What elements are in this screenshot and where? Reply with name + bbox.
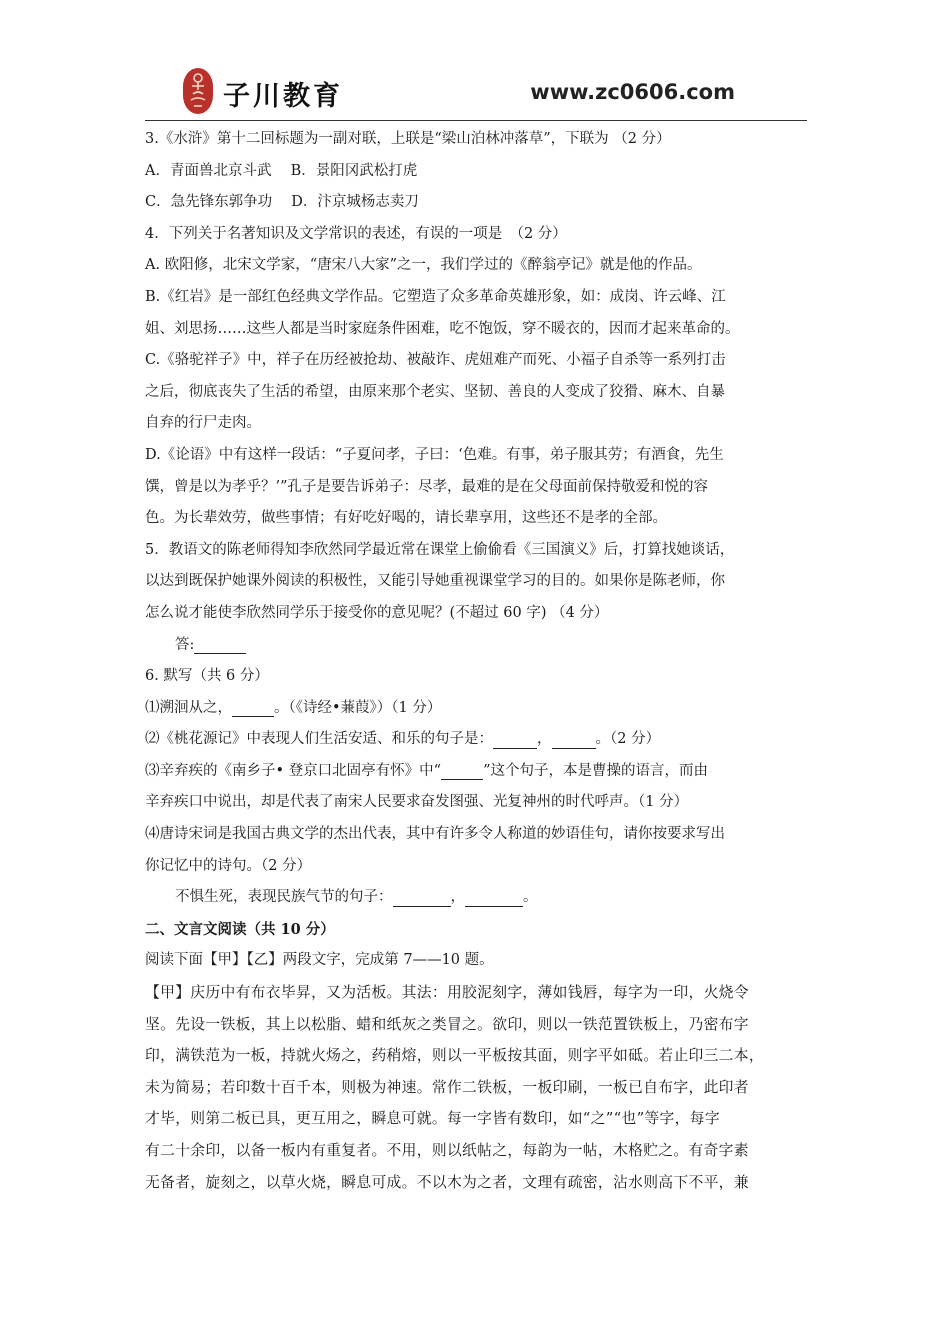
- comma: ，: [537, 731, 552, 748]
- fill-blank[interactable]: [493, 730, 537, 749]
- comma: ，: [450, 889, 465, 906]
- q6-item4-prompt-text: 不惧生死，表现民族气节的句子：: [175, 889, 393, 906]
- classical-text-line: 无备者，旋刻之，以草火烧，瞬息可成。不以木为之者，文理有疏密，沾水则高下不平，兼: [145, 1173, 749, 1191]
- classical-text-line: 有二十余印，以备一板内有重复者。不用，则以纸帖之，每韵为一帖，木格贮之。有奇字素: [145, 1142, 749, 1159]
- q6-item3-text: ⑶辛弃疾的《南乡子• 登京口北固亭有怀》中“: [145, 762, 442, 779]
- q4-option-a: A. 欧阳修，北宋文学家，“唐宋八大家”之一，我们学过的《醉翁亭记》就是他的作品。: [145, 257, 702, 274]
- fill-blank[interactable]: [393, 888, 451, 907]
- site-url[interactable]: www.zc0606.com: [530, 80, 735, 104]
- q4-option-c-line2: 之后，彻底丧失了生活的希望，由原来那个老实、坚韧、善良的人变成了狡猾、麻木、自暴: [145, 383, 725, 400]
- logo-seal-icon: [183, 68, 213, 114]
- q4-option-c-line3: 自弃的行尸走肉。: [145, 415, 261, 432]
- classical-text-line: 坚。先设一铁板，其上以松脂、蜡和纸灰之类冒之。欲印，则以一铁范置铁板上，乃密布字: [145, 1015, 749, 1033]
- q3-options-ab: A．青面兽北京斗武 B．景阳冈武松打虎: [145, 162, 418, 179]
- q6-item4-line2: 你记忆中的诗句。（2 分）: [145, 857, 312, 874]
- fill-blank[interactable]: [552, 730, 596, 749]
- page-header: [145, 62, 807, 121]
- q6-item1: [145, 693, 810, 725]
- q6-item1-text: ⑴溯洄从之，: [145, 699, 232, 716]
- q5-line3: 怎么说才能使李欣然同学乐于接受你的意见呢？(不超过 60 字) （4 分）: [145, 604, 609, 621]
- answer-blank[interactable]: [194, 635, 246, 654]
- classical-text-line: 未为简易；若印数十百千本，则极为神速。常作二铁板，一板印刷，一板已自布字，此印者: [145, 1078, 749, 1096]
- q5-answer-row: [145, 630, 810, 662]
- q4-option-b-line2: 姐、刘思扬……这些人都是当时家庭条件困难，吃不饱饭，穿不暖衣的，因而才起来革命的。: [145, 320, 740, 337]
- q4-option-c-line1: C.《骆驼祥子》中，祥子在历经被抢劫、被敲诈、虎妞难产而死、小福子自杀等一系列打击: [145, 352, 726, 369]
- fill-blank[interactable]: [232, 698, 274, 717]
- q6-item3-line1: [145, 756, 810, 788]
- fill-blank[interactable]: [441, 761, 483, 780]
- q6-title: 6. 默写（共 6 分）: [145, 668, 269, 685]
- q6-item4-prompt: [145, 882, 810, 914]
- q6-item2: [145, 724, 810, 756]
- q3-options-cd: C．急先锋东郭争功 D．汴京城杨志卖刀: [145, 194, 419, 211]
- q6-item2-score: 。（2 分）: [595, 731, 661, 748]
- q6-item2-text: ⑵《桃花源记》中表现人们生活安适、和乐的句子是：: [145, 731, 493, 748]
- q5-line2: 以达到既保护她课外阅读的积极性，又能引导她重视课堂学习的目的。如果你是陈老师，你: [145, 573, 725, 590]
- answer-label: 答:: [175, 636, 195, 653]
- q6-item4-line1: ⑷唐诗宋词是我国古典文学的杰出代表，其中有许多令人称道的妙语佳句，请你按要求写出: [145, 826, 725, 843]
- q6-item1-source: 。（《诗经•蒹葭》）（1 分）: [274, 699, 442, 716]
- q3-stem: 3.《水浒》第十二回标题为一副对联，上联是“梁山泊林冲落草”，下联为 （2 分）: [145, 131, 671, 147]
- classical-text-line: 【甲】庆历中有布衣毕昇，又为活板。其法：用胶泥刻字，薄如钱唇，每字为一印，火烧令: [145, 984, 749, 1002]
- section2-intro: 阅读下面【甲】【乙】两段文字，完成第 7——10 题。: [145, 952, 494, 969]
- classical-text-line: 印，满铁范为一板，持就火炀之，药稍熔，则以一平板按其面，则字平如砥。若止印三二本，: [145, 1047, 764, 1065]
- q5-line1: 5．教语文的陈老师得知李欣然同学最近常在课堂上偷偷看《三国演义》后，打算找她谈话，: [145, 541, 735, 558]
- section2-heading: 二、文言文阅读（共 10 分）: [145, 920, 335, 938]
- brand-name: 子川教育: [223, 81, 343, 112]
- q4-stem: 4．下列关于名著知识及文学常识的表述，有误的一项是 （2 分）: [145, 225, 567, 242]
- fill-blank[interactable]: [465, 888, 523, 907]
- q4-option-d-line1: D.《论语》中有这样一段话：“子夏问孝，子曰：‘色难。有事，弟子服其劳；有酒食，先生: [145, 446, 724, 463]
- q4-option-b-line1: B.《红岩》是一部红色经典文学作品。它塑造了众多革命英雄形象，如：成岗、许云峰、江: [145, 288, 726, 305]
- document-body: [145, 124, 810, 1198]
- q6-item3-line2: 辛弃疾口中说出，却是代表了南宋人民要求奋发图强、光复神州的时代呼声。（1 分）: [145, 794, 689, 811]
- q4-option-d-line3: 色。为长辈效劳，做些事情；有好吃好喝的，请长辈享用，这些还不是孝的全部。: [145, 510, 667, 527]
- q4-option-d-line2: 馔，曾是以为孝乎？’”孔子是要告诉弟子：尽孝，最难的是在父母面前保持敬爱和悦的容: [145, 478, 709, 495]
- q6-item3-text-tail: ”这个句子，本是曹操的语言，而由: [483, 762, 708, 779]
- classical-text-line: 才毕，则第二板已具，更互用之，瞬息可就。每一字皆有数印，如“之”“也”等字，每字: [145, 1110, 720, 1128]
- period: 。: [523, 889, 538, 906]
